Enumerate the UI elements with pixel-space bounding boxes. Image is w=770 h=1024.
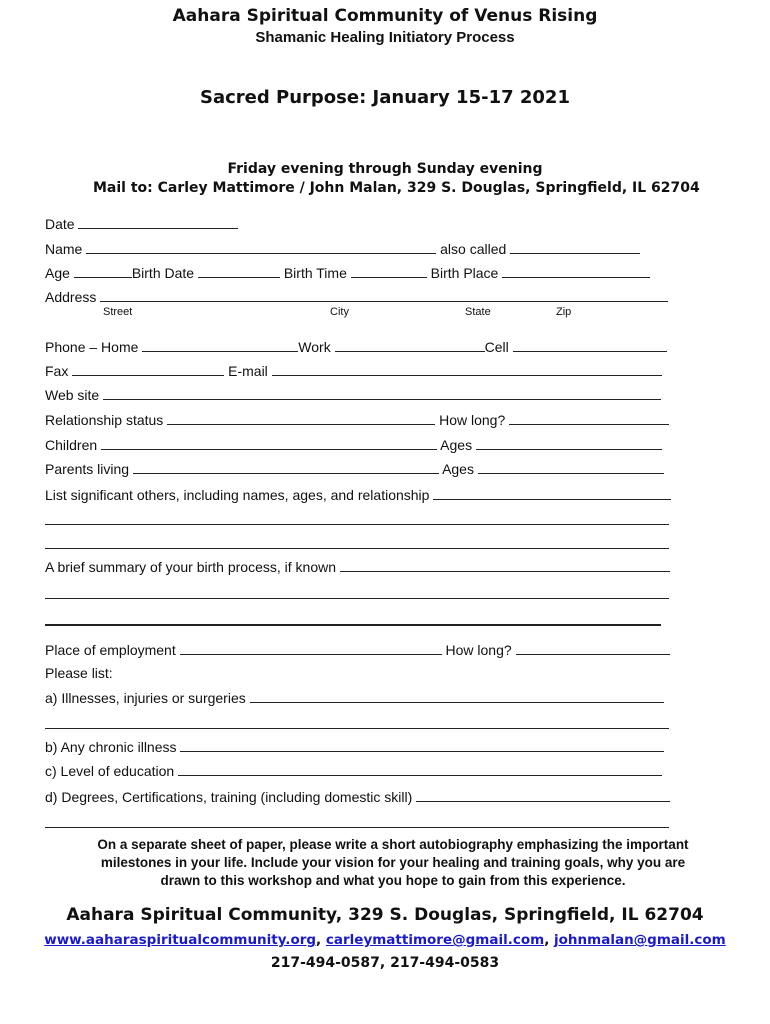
email-link-john[interactable]: johnmalan@gmail.com <box>554 932 726 948</box>
children-ages-field[interactable] <box>476 436 662 450</box>
footer-address: Aahara Spiritual Community, 329 S. Douglas, Springfield, IL 62704 <box>66 905 704 925</box>
illnesses-row <box>45 689 664 706</box>
birth-process-line-3[interactable] <box>45 624 661 626</box>
instructions-line-2: milestones in your life. Include your vision for your healing and training goals, why you are <box>100 855 686 870</box>
email-field[interactable] <box>272 362 662 376</box>
link-separator-1: , <box>316 932 322 948</box>
fax-row <box>45 362 662 379</box>
zip-caption: Zip <box>556 306 572 318</box>
significant-others-line-2[interactable] <box>45 524 669 525</box>
education-field[interactable] <box>178 762 662 776</box>
children-ages-label: Ages <box>440 437 473 453</box>
children-row <box>45 436 662 453</box>
birth-date-field[interactable] <box>198 264 280 278</box>
website-row <box>45 386 661 403</box>
cell-label: Cell <box>484 339 509 355</box>
education-row <box>45 762 662 779</box>
org-title: Aahara Spiritual Community of Venus Rising <box>172 6 598 26</box>
email-label: E-mail <box>228 363 268 379</box>
relationship-status-label: Relationship status <box>45 412 164 428</box>
employment-how-long-field[interactable] <box>516 641 670 655</box>
significant-others-row <box>45 486 671 503</box>
footer-phones: 217-494-0587, 217-494-0583 <box>270 955 500 971</box>
also-called-field[interactable] <box>510 240 640 254</box>
relationship-row <box>45 411 669 428</box>
chronic-illness-field[interactable] <box>180 738 664 752</box>
phone-row <box>45 338 667 355</box>
birth-row <box>45 264 650 281</box>
name-label: Name <box>45 241 83 257</box>
fax-label: Fax <box>45 363 69 379</box>
date-row <box>45 215 238 232</box>
city-caption: City <box>330 306 349 318</box>
name-field[interactable] <box>86 240 436 254</box>
parents-row <box>45 460 664 477</box>
birth-place-field[interactable] <box>502 264 650 278</box>
birth-process-row <box>45 558 670 575</box>
cell-field[interactable] <box>513 338 667 352</box>
chronic-illness-label: b) Any chronic illness <box>45 739 177 755</box>
age-label: Age <box>45 265 70 281</box>
address-field[interactable] <box>100 288 668 302</box>
illnesses-field[interactable] <box>250 689 664 703</box>
chronic-illness-row <box>45 738 664 755</box>
place-of-employment-label: Place of employment <box>45 642 176 658</box>
instructions-line-3: drawn to this workshop and what you hope to gain from this experience. <box>160 873 626 888</box>
parents-living-label: Parents living <box>45 461 130 477</box>
degrees-row <box>45 788 670 805</box>
place-of-employment-field[interactable] <box>180 641 442 655</box>
education-label: c) Level of education <box>45 763 175 779</box>
work-field[interactable] <box>335 338 485 352</box>
parents-ages-field[interactable] <box>478 460 664 474</box>
website-field[interactable] <box>103 386 661 400</box>
address-row <box>45 288 668 305</box>
birth-process-field[interactable] <box>340 558 670 572</box>
parents-living-field[interactable] <box>133 460 439 474</box>
sacred-purpose: Sacred Purpose: January 15-17 2021 <box>200 87 570 108</box>
employment-row <box>45 641 670 658</box>
relationship-status-field[interactable] <box>167 411 435 425</box>
website-label: Web site <box>45 387 100 403</box>
children-label: Children <box>45 437 98 453</box>
email-link-carley[interactable]: carleymattimore@gmail.com <box>325 932 545 948</box>
significant-others-line-3[interactable] <box>45 548 669 549</box>
name-row <box>45 240 640 257</box>
relationship-how-long-field[interactable] <box>509 411 669 425</box>
birth-process-line-2[interactable] <box>45 598 669 599</box>
fax-field[interactable] <box>72 362 224 376</box>
significant-others-field[interactable] <box>433 486 671 500</box>
state-caption: State <box>465 306 491 318</box>
illnesses-label: a) Illnesses, injuries or surgeries <box>45 690 246 706</box>
birth-time-label: Birth Time <box>283 265 347 281</box>
also-called-label: also called <box>440 241 507 257</box>
please-list-label: Please list: <box>45 665 113 681</box>
street-caption: Street <box>103 306 133 318</box>
date-field[interactable] <box>78 215 238 229</box>
relationship-how-long-label: How long? <box>439 412 506 428</box>
degrees-field[interactable] <box>416 788 670 802</box>
phone-home-field[interactable] <box>142 338 298 352</box>
footer-links <box>0 932 770 948</box>
age-field[interactable] <box>74 264 132 278</box>
illnesses-line-2[interactable] <box>45 728 669 729</box>
birth-place-label: Birth Place <box>430 265 499 281</box>
work-label: Work <box>298 339 331 355</box>
link-separator-2: , <box>544 932 550 948</box>
instructions-line-1: On a separate sheet of paper, please write a short autobiography emphasizing the important <box>97 837 689 852</box>
birth-process-label: A brief summary of your birth process, if known <box>45 559 336 575</box>
employment-how-long-label: How long? <box>445 642 512 658</box>
children-field[interactable] <box>101 436 437 450</box>
significant-others-label: List significant others, including names, ages, and relationship <box>45 487 430 503</box>
degrees-line-2[interactable] <box>45 827 669 828</box>
birth-time-field[interactable] <box>351 264 427 278</box>
schedule-text: Friday evening through Sunday evening <box>227 161 543 177</box>
date-label: Date <box>45 216 75 232</box>
degrees-label: d) Degrees, Certifications, training (including domestic skill) <box>45 789 413 805</box>
parents-ages-label: Ages <box>442 461 474 477</box>
address-label: Address <box>45 289 97 305</box>
mail-to-text: Mail to: Carley Mattimore / John Malan, 329 S. Douglas, Springfield, IL 62704 <box>93 180 700 196</box>
birth-date-label: Birth Date <box>131 265 195 281</box>
phone-home-label: Phone – Home <box>45 339 139 355</box>
website-link[interactable]: www.aaharaspiritualcommunity.org <box>44 932 317 948</box>
process-title: Shamanic Healing Initiatory Process <box>255 29 515 46</box>
